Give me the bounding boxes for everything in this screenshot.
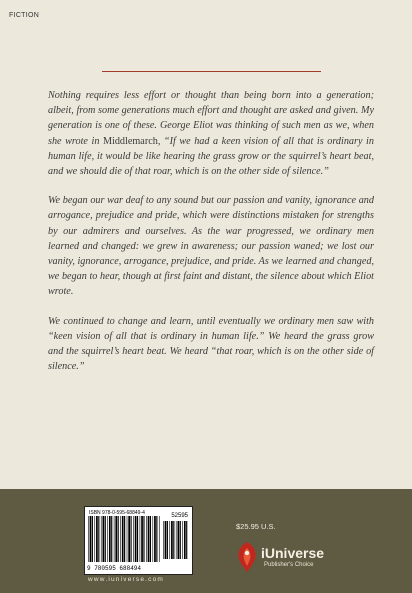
price-addon-bars	[163, 521, 189, 561]
blurb-p1-lead: Nothing requires less effort or thought than being born into a generation; albeit, from some generations much effort and thought are asked and given. My generation is one of these. George Eliot was thinking of such men as we, when she wrote in	[48, 90, 374, 147]
ean-barcode-bars	[88, 516, 162, 564]
footer-band	[0, 489, 412, 593]
price: $25.95 U.S.	[236, 522, 276, 531]
blurb-paragraph-3: We continued to change and learn, until eventually we ordinary men saw with “keen vision of all that is ordinary in human life.” We heard the grass grow and the squirrel’s heart beat. We heard “that roar, which is on the other side of silence.”	[48, 315, 374, 373]
isbn-text: ISBN 978-0-595-68849-4	[89, 510, 145, 516]
barcode-price-code: 52595	[171, 513, 188, 519]
book-title-middlemarch: Middlemarch	[102, 135, 158, 147]
blurb-p1-quote: , “If we had a keen vision of all that is ordinary in human life, it would be like hearing the grass grow or the squirrel’s heart beat, and we should die of that roar, which is on the other side of silence.”	[48, 135, 374, 178]
blurb-paragraph-2: We began our war deaf to any sound but our passion and vanity, ignorance and arrogance, prejudice and pride, which were distinctions mistaken for strengths by our admirers and ourselves. As the war progressed, we ordinary men learned and changed: we grew in awareness; our passion waned; we lost our vanity, ignorance, arrogance, prejudice, and pride. As we learned and changed, we began to hear, though at first faint and distant, the silence about which Eliot wrote.	[48, 195, 374, 298]
blurb-paragraph-1	[48, 88, 374, 179]
publisher-name: iUniverse	[261, 545, 325, 561]
divider-rule	[102, 71, 321, 72]
barcode-number: 9 780595 688494	[87, 565, 142, 572]
iuniverse-logo-icon	[234, 540, 260, 574]
genre-label: FICTION	[9, 12, 40, 19]
barcode	[84, 506, 193, 575]
publisher-tagline: Publisher's Choice	[264, 562, 314, 568]
blurb	[48, 88, 374, 388]
publisher-website: www.iuniverse.com	[88, 576, 165, 583]
publisher-logo	[234, 540, 344, 580]
